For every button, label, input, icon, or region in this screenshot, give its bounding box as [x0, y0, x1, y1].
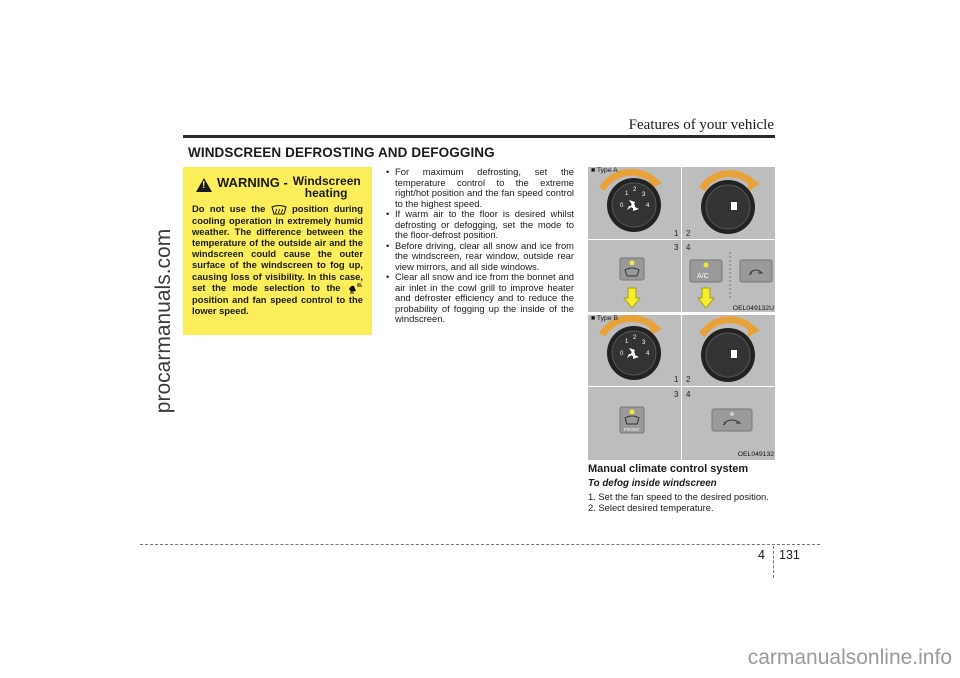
type-b-mode-knob-panel	[682, 315, 775, 386]
floor-defrost-mode-icon	[347, 283, 363, 294]
warning-header	[196, 175, 363, 199]
fan-knob-number: 0	[620, 351, 624, 357]
type-b-label: ■ Type B	[591, 315, 619, 322]
type-b-recirculation-panel	[682, 387, 775, 460]
mode-knob	[682, 167, 775, 239]
warning-box	[183, 167, 372, 335]
step-item: 2. Select desired temperature.	[588, 502, 714, 513]
bullet-item: • If warm air to the floor is desired whilst defrosting or defogging, set the mode to the floor-defrost position.	[384, 209, 574, 241]
footer-rule	[140, 544, 820, 545]
type-a-label: ■ Type A	[591, 167, 618, 174]
section-title: WINDSCREEN DEFROSTING AND DEFOGGING	[188, 145, 495, 160]
bullet-item: • Before driving, clear all snow and ice from the windscreen, rear window, outside rear view mirrors, and all side windows.	[384, 241, 574, 273]
fan-knob-number: 4	[646, 351, 650, 357]
fan-knob-number: 2	[633, 187, 637, 193]
warning-label: WARNING -	[217, 175, 288, 190]
cell-number: 2	[686, 375, 691, 384]
warning-text-part1: Do not use the	[192, 203, 271, 214]
ac-button	[682, 240, 775, 312]
page-header-title: Features of your vehicle	[628, 117, 774, 133]
defrost-indicator-icon	[731, 202, 737, 210]
defrost-indicator-icon	[731, 350, 737, 358]
sidebar-watermark	[148, 196, 180, 446]
cell-number: 4	[686, 243, 691, 252]
front-defrost-button	[588, 387, 681, 460]
cell-number: 4	[686, 390, 691, 399]
front-defrost-label: FRONT	[624, 427, 640, 432]
cell-number: 3	[674, 243, 679, 252]
figure-code-b: OEL049132	[737, 451, 774, 458]
page-number: 131	[779, 548, 800, 562]
warning-subject	[293, 175, 361, 199]
warning-text-part2: position during cooling operation in extremely humid weather. The difference between the temperature of the outside air and the windscreen could cause the outer surface of the windscreen to fog up, causing loss of visibility. In this case, set the mode selection to the	[192, 203, 363, 293]
front-defrost-button	[588, 240, 681, 312]
type-a-ac-panel	[682, 240, 775, 312]
type-a-mode-knob-panel	[682, 167, 775, 239]
chapter-number: 4	[758, 548, 765, 562]
fan-knob-number: 1	[625, 339, 629, 345]
sidebar-watermark-text: procarmanuals.com	[152, 228, 175, 414]
defog-subtitle: To defog inside windscreen	[588, 478, 717, 489]
figure-code-a: OEL049132U	[732, 305, 774, 312]
warning-triangle-icon	[196, 178, 212, 192]
fan-knob-number: 3	[642, 192, 646, 198]
bullet-item: • For maximum defrosting, set the temperature control to the extreme right/hot position and the fan speed control to the highest speed.	[384, 167, 574, 209]
cell-number: 1	[674, 375, 679, 384]
defrost-bullet-list	[384, 167, 574, 325]
fan-knob-number: 1	[625, 191, 629, 197]
bullet-item: • Clear all snow and ice from the bonnet and air inlet in the cowl grill to improve heater and defroster efficiency and to reduce the probability of fogging up the inside of the windscreen.	[384, 272, 574, 325]
header-rule	[183, 135, 775, 138]
site-watermark: carmanualsonline.info	[747, 646, 952, 669]
fan-knob-number: 4	[646, 203, 650, 209]
cell-number: 2	[686, 229, 691, 238]
fan-speed-knob	[588, 167, 681, 239]
type-b-front-defrost-panel	[588, 387, 681, 460]
fan-knob-number: 3	[642, 340, 646, 346]
windscreen-defrost-icon	[271, 205, 287, 215]
climate-control-figure	[588, 167, 775, 460]
fan-speed-knob	[588, 315, 681, 386]
ac-button-label: A/C	[697, 273, 709, 280]
warning-subject-line1: Windscreen	[292, 174, 361, 188]
type-a-fan-knob-panel	[588, 167, 681, 239]
fan-knob-number: 2	[633, 335, 637, 341]
type-b-fan-knob-panel	[588, 315, 681, 386]
cell-number: 3	[674, 390, 679, 399]
defog-steps	[588, 491, 778, 513]
warning-text	[192, 203, 363, 316]
recirculation-button	[682, 387, 775, 460]
footer-divider	[773, 546, 774, 578]
fan-knob-number: 0	[620, 203, 624, 209]
type-a-front-defrost-panel	[588, 240, 681, 312]
warning-subject-line2: heating	[304, 186, 348, 200]
step-item: 1. Set the fan speed to the desired position.	[588, 491, 769, 502]
cell-number: 1	[674, 229, 679, 238]
warning-text-part3: position and fan speed control to the lower speed.	[192, 293, 363, 316]
recirculation-button	[740, 260, 772, 282]
mode-knob	[682, 315, 775, 386]
manual-climate-title: Manual climate control system	[588, 463, 749, 475]
